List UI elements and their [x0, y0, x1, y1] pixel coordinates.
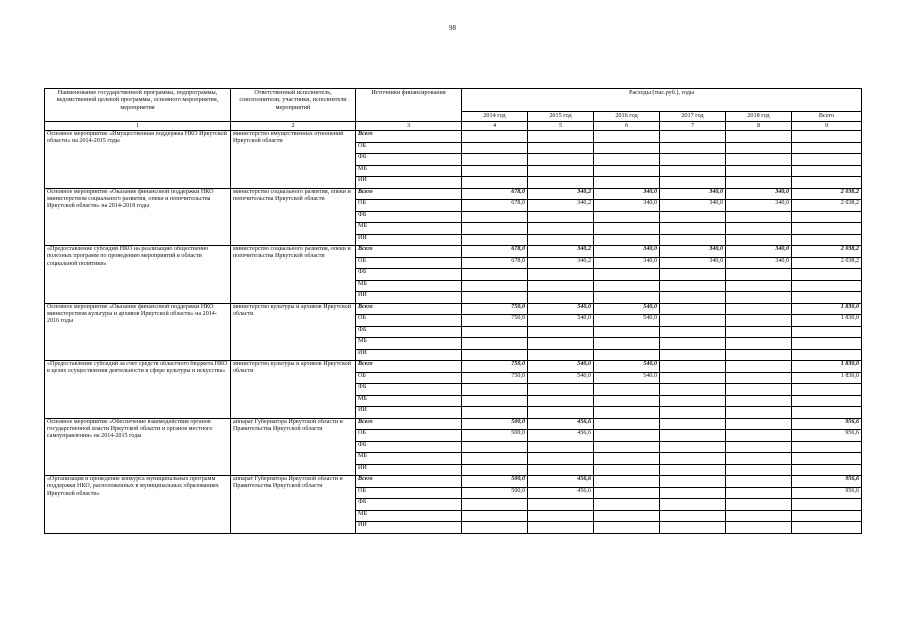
amount-cell: 1 830,0 — [792, 361, 862, 373]
amount-cell — [726, 165, 792, 177]
funding-source-cell: Всего — [356, 303, 462, 315]
amount-cell — [462, 280, 528, 292]
amount-cell — [660, 338, 726, 350]
amount-cell — [792, 384, 862, 396]
page-number: 98 — [449, 24, 456, 32]
amount-cell — [660, 326, 726, 338]
amount-cell — [594, 476, 660, 488]
amount-cell — [726, 142, 792, 154]
amount-cell — [792, 522, 862, 534]
responsible-cell: министерство культуры и архивов Иркутской области — [231, 303, 356, 361]
amount-cell — [462, 131, 528, 143]
amount-cell — [528, 211, 594, 223]
amount-cell: 750,0 — [462, 361, 528, 373]
amount-cell — [528, 464, 594, 476]
table-row — [45, 418, 862, 430]
amount-cell — [660, 510, 726, 522]
funding-source-cell: ОБ — [356, 142, 462, 154]
program-name-cell: Основное мероприятие «Оказание финансовой поддержки НКО министерством культуры и архивов Иркутской области» на 2014-2016 годы — [45, 303, 231, 361]
column-numbers-row — [45, 122, 862, 131]
amount-cell — [594, 384, 660, 396]
amount-cell — [462, 211, 528, 223]
amount-cell: 340,0 — [726, 200, 792, 212]
funding-source-cell: ИИ — [356, 407, 462, 419]
amount-cell — [462, 223, 528, 235]
funding-source-cell: ФБ — [356, 154, 462, 166]
amount-cell — [528, 280, 594, 292]
amount-cell — [726, 349, 792, 361]
amount-cell: 2 038,2 — [792, 257, 862, 269]
amount-cell — [792, 499, 862, 511]
program-name-cell: Основное мероприятие «Обеспечение взаимодействия органов государственной власти Иркутской области и органов местного самоуправления» на 2014-2015 годы — [45, 418, 231, 476]
program-name-cell: Основное мероприятие «Оказание финансовой поддержки НКО министерством социального развития, опеки и попечительства Иркутской области» на 2014-2018 годы — [45, 188, 231, 246]
amount-cell — [660, 234, 726, 246]
amount-cell — [660, 349, 726, 361]
amount-cell — [462, 464, 528, 476]
amount-cell — [528, 131, 594, 143]
responsible-cell: министерство имущественных отношений Иркутской области — [231, 131, 356, 189]
amount-cell — [726, 418, 792, 430]
amount-cell: 750,0 — [462, 315, 528, 327]
table-body — [45, 131, 862, 534]
funding-source-cell: Всего — [356, 246, 462, 258]
amount-cell — [660, 154, 726, 166]
amount-cell — [462, 338, 528, 350]
amount-cell — [462, 154, 528, 166]
funding-source-cell: ФБ — [356, 499, 462, 511]
amount-cell — [660, 269, 726, 281]
amount-cell: 340,0 — [660, 257, 726, 269]
amount-cell — [660, 499, 726, 511]
amount-cell: 1 830,0 — [792, 315, 862, 327]
funding-source-cell: ИИ — [356, 349, 462, 361]
amount-cell — [594, 510, 660, 522]
funding-source-cell: ОБ — [356, 487, 462, 499]
amount-cell — [462, 453, 528, 465]
amount-cell: 540,0 — [594, 361, 660, 373]
funding-source-cell: ИИ — [356, 522, 462, 534]
table-row — [45, 246, 862, 258]
amount-cell — [660, 165, 726, 177]
responsible-cell: аппарат Губернатора Иркутской области и Правительства Иркутской области — [231, 418, 356, 476]
amount-cell — [792, 407, 862, 419]
amount-cell — [726, 234, 792, 246]
amount-cell — [594, 395, 660, 407]
funding-source-cell: ОБ — [356, 200, 462, 212]
column-number: 9 — [792, 122, 862, 131]
amount-cell: 540,0 — [528, 361, 594, 373]
amount-cell: 750,0 — [462, 303, 528, 315]
amount-cell — [462, 269, 528, 281]
responsible-cell: министерство социального развития, опеки и попечительства Иркутской области — [231, 246, 356, 304]
amount-cell — [660, 280, 726, 292]
amount-cell — [462, 326, 528, 338]
amount-cell — [792, 165, 862, 177]
amount-cell — [792, 292, 862, 304]
amount-cell — [726, 522, 792, 534]
funding-source-cell: ФБ — [356, 211, 462, 223]
funding-source-cell: ФБ — [356, 441, 462, 453]
amount-cell: 340,2 — [528, 188, 594, 200]
funding-source-cell: ОБ — [356, 430, 462, 442]
table-header — [45, 89, 862, 131]
amount-cell: 500,0 — [462, 418, 528, 430]
amount-cell — [726, 338, 792, 350]
amount-cell — [462, 441, 528, 453]
amount-cell: 678,0 — [462, 200, 528, 212]
amount-cell — [528, 154, 594, 166]
amount-cell — [660, 453, 726, 465]
amount-cell — [726, 499, 792, 511]
amount-cell — [462, 499, 528, 511]
amount-cell — [594, 177, 660, 189]
amount-cell — [594, 234, 660, 246]
funding-source-cell: ОБ — [356, 315, 462, 327]
amount-cell — [792, 453, 862, 465]
amount-cell — [528, 522, 594, 534]
amount-cell — [726, 177, 792, 189]
column-number: 5 — [528, 122, 594, 131]
column-number: 7 — [660, 122, 726, 131]
amount-cell: 750,0 — [462, 372, 528, 384]
column-number: 6 — [594, 122, 660, 131]
amount-cell: 340,2 — [528, 200, 594, 212]
header-sources: Источники финансирования — [356, 89, 462, 122]
amount-cell — [792, 223, 862, 235]
funding-source-cell: Всего — [356, 188, 462, 200]
amount-cell: 678,0 — [462, 188, 528, 200]
funding-source-cell: МБ — [356, 280, 462, 292]
amount-cell — [528, 395, 594, 407]
amount-cell — [726, 384, 792, 396]
amount-cell — [792, 154, 862, 166]
program-name-cell: «Предоставление субсидий за счет средств областного бюджета НКО в целях осуществления деятельности в сфере культуры и искусства» — [45, 361, 231, 419]
amount-cell — [462, 142, 528, 154]
amount-cell: 540,0 — [594, 303, 660, 315]
amount-cell: 340,0 — [594, 246, 660, 258]
amount-cell — [726, 315, 792, 327]
amount-cell — [792, 131, 862, 143]
amount-cell — [594, 522, 660, 534]
amount-cell — [660, 131, 726, 143]
funding-source-cell: ИИ — [356, 177, 462, 189]
amount-cell — [726, 303, 792, 315]
funding-source-cell: ИИ — [356, 292, 462, 304]
column-number: 8 — [726, 122, 792, 131]
budget-table — [44, 88, 862, 534]
amount-cell: 540,0 — [528, 315, 594, 327]
amount-cell — [660, 372, 726, 384]
table-row — [45, 476, 862, 488]
funding-source-cell: Всего — [356, 361, 462, 373]
amount-cell: 540,0 — [528, 372, 594, 384]
amount-cell — [594, 441, 660, 453]
amount-cell — [792, 338, 862, 350]
funding-source-cell: Всего — [356, 476, 462, 488]
amount-cell — [660, 430, 726, 442]
header-responsible: Ответственный исполнитель, соисполнители, участники, исполнители мероприятий — [231, 89, 356, 122]
amount-cell: 500,0 — [462, 476, 528, 488]
responsible-cell: аппарат Губернатора Иркутской области и Правительства Иркутской области — [231, 476, 356, 534]
funding-source-cell: Всего — [356, 418, 462, 430]
program-name-cell: «Организация и проведение конкурса муниципальных программ поддержки НКО, расположенных в муниципальных образованиях Иркутской области» — [45, 476, 231, 534]
amount-cell: 1 830,0 — [792, 372, 862, 384]
amount-cell — [726, 430, 792, 442]
amount-cell — [528, 510, 594, 522]
amount-cell — [594, 280, 660, 292]
amount-cell — [594, 154, 660, 166]
amount-cell: 956,6 — [792, 418, 862, 430]
amount-cell — [726, 476, 792, 488]
amount-cell — [660, 315, 726, 327]
amount-cell: 340,0 — [660, 188, 726, 200]
amount-cell — [726, 154, 792, 166]
funding-source-cell: ОБ — [356, 372, 462, 384]
amount-cell — [792, 280, 862, 292]
amount-cell — [594, 211, 660, 223]
amount-cell — [792, 441, 862, 453]
funding-source-cell: МБ — [356, 338, 462, 350]
amount-cell — [792, 464, 862, 476]
amount-cell — [726, 441, 792, 453]
table-row — [45, 361, 862, 373]
funding-source-cell: ИИ — [356, 464, 462, 476]
amount-cell — [528, 223, 594, 235]
amount-cell — [528, 142, 594, 154]
amount-cell: 956,6 — [792, 476, 862, 488]
amount-cell — [462, 349, 528, 361]
header-year-2017: 2017 год — [660, 112, 726, 122]
amount-cell: 678,0 — [462, 246, 528, 258]
table-row — [45, 131, 862, 143]
amount-cell: 456,6 — [528, 430, 594, 442]
amount-cell — [528, 349, 594, 361]
amount-cell — [726, 487, 792, 499]
amount-cell: 340,0 — [726, 246, 792, 258]
amount-cell — [594, 326, 660, 338]
amount-cell — [462, 165, 528, 177]
header-name: Наименование государственной программы, подпрограммы, ведомственной целевой программы, основного мероприятия, мероприятия — [45, 89, 231, 122]
amount-cell — [792, 395, 862, 407]
amount-cell — [594, 349, 660, 361]
amount-cell: 340,0 — [660, 200, 726, 212]
amount-cell — [660, 522, 726, 534]
amount-cell — [660, 418, 726, 430]
amount-cell — [462, 522, 528, 534]
amount-cell: 956,6 — [792, 487, 862, 499]
header-total: Всего — [792, 112, 862, 122]
amount-cell — [660, 142, 726, 154]
amount-cell — [462, 407, 528, 419]
amount-cell: 2 038,2 — [792, 188, 862, 200]
amount-cell: 540,0 — [594, 315, 660, 327]
amount-cell: 340,2 — [528, 257, 594, 269]
column-number: 4 — [462, 122, 528, 131]
amount-cell: 340,0 — [594, 188, 660, 200]
amount-cell — [792, 177, 862, 189]
table-row — [45, 303, 862, 315]
amount-cell — [528, 453, 594, 465]
amount-cell — [660, 464, 726, 476]
amount-cell — [594, 131, 660, 143]
amount-cell — [726, 361, 792, 373]
amount-cell — [660, 177, 726, 189]
amount-cell — [660, 407, 726, 419]
amount-cell — [726, 326, 792, 338]
amount-cell — [726, 211, 792, 223]
amount-cell: 456,6 — [528, 476, 594, 488]
amount-cell — [660, 487, 726, 499]
amount-cell — [726, 269, 792, 281]
amount-cell — [792, 326, 862, 338]
amount-cell — [594, 430, 660, 442]
amount-cell: 2 038,2 — [792, 246, 862, 258]
amount-cell — [726, 510, 792, 522]
amount-cell — [726, 395, 792, 407]
funding-source-cell: МБ — [356, 223, 462, 235]
responsible-cell: министерство социального развития, опеки и попечительства Иркутской области — [231, 188, 356, 246]
header-year-2014: 2014 год — [462, 112, 528, 122]
amount-cell — [528, 234, 594, 246]
amount-cell: 678,0 — [462, 257, 528, 269]
amount-cell — [726, 453, 792, 465]
amount-cell — [660, 292, 726, 304]
amount-cell — [462, 234, 528, 246]
amount-cell — [726, 223, 792, 235]
amount-cell: 340,0 — [726, 257, 792, 269]
amount-cell — [660, 361, 726, 373]
amount-cell — [594, 165, 660, 177]
amount-cell: 340,2 — [528, 246, 594, 258]
amount-cell — [594, 499, 660, 511]
amount-cell: 500,0 — [462, 487, 528, 499]
amount-cell — [462, 177, 528, 189]
amount-cell — [726, 292, 792, 304]
amount-cell — [594, 453, 660, 465]
funding-source-cell: МБ — [356, 453, 462, 465]
amount-cell: 2 038,2 — [792, 200, 862, 212]
amount-cell — [462, 395, 528, 407]
amount-cell — [528, 384, 594, 396]
amount-cell — [594, 292, 660, 304]
amount-cell — [528, 269, 594, 281]
amount-cell: 340,0 — [594, 200, 660, 212]
amount-cell — [726, 464, 792, 476]
amount-cell — [528, 292, 594, 304]
amount-cell — [528, 499, 594, 511]
amount-cell: 956,6 — [792, 430, 862, 442]
header-expenses: Расходы (тыс.руб.), годы — [462, 89, 862, 112]
amount-cell — [594, 418, 660, 430]
amount-cell — [726, 372, 792, 384]
amount-cell — [528, 407, 594, 419]
amount-cell — [462, 510, 528, 522]
column-number: 1 — [45, 122, 231, 131]
amount-cell — [594, 223, 660, 235]
amount-cell — [660, 211, 726, 223]
funding-source-cell: МБ — [356, 165, 462, 177]
amount-cell — [594, 487, 660, 499]
column-number: 3 — [356, 122, 462, 131]
amount-cell: 1 830,0 — [792, 303, 862, 315]
amount-cell — [660, 395, 726, 407]
amount-cell: 500,0 — [462, 430, 528, 442]
amount-cell — [726, 131, 792, 143]
amount-cell — [594, 338, 660, 350]
amount-cell — [660, 441, 726, 453]
amount-cell — [528, 338, 594, 350]
funding-source-cell: МБ — [356, 510, 462, 522]
header-year-2016: 2016 год — [594, 112, 660, 122]
amount-cell: 340,0 — [660, 246, 726, 258]
header-year-2018: 2018 год — [726, 112, 792, 122]
amount-cell — [726, 407, 792, 419]
amount-cell: 540,0 — [528, 303, 594, 315]
amount-cell: 540,0 — [594, 372, 660, 384]
amount-cell — [792, 349, 862, 361]
amount-cell: 340,0 — [726, 188, 792, 200]
amount-cell — [792, 269, 862, 281]
amount-cell — [792, 142, 862, 154]
amount-cell — [660, 476, 726, 488]
program-name-cell: Основное мероприятие «Имущественная поддержка НКО Иркутской области» на 2014-2015 годы — [45, 131, 231, 189]
amount-cell: 456,6 — [528, 487, 594, 499]
amount-cell — [594, 142, 660, 154]
amount-cell — [528, 165, 594, 177]
funding-source-cell: ФБ — [356, 269, 462, 281]
amount-cell — [594, 269, 660, 281]
funding-source-cell: Всего — [356, 131, 462, 143]
amount-cell — [462, 292, 528, 304]
amount-cell: 340,0 — [594, 257, 660, 269]
program-name-cell: «Предоставление субсидий НКО на реализацию общественно полезных программ по проведению мероприятий в области социальной политики» — [45, 246, 231, 304]
funding-source-cell: ОБ — [356, 257, 462, 269]
amount-cell — [462, 384, 528, 396]
table-row — [45, 188, 862, 200]
amount-cell — [792, 211, 862, 223]
amount-cell — [528, 441, 594, 453]
amount-cell: 456,6 — [528, 418, 594, 430]
funding-source-cell: МБ — [356, 395, 462, 407]
amount-cell — [528, 177, 594, 189]
responsible-cell: министерство культуры и архивов Иркутской области — [231, 361, 356, 419]
funding-source-cell: ФБ — [356, 384, 462, 396]
amount-cell — [594, 407, 660, 419]
amount-cell — [792, 510, 862, 522]
amount-cell — [660, 303, 726, 315]
funding-source-cell: ФБ — [356, 326, 462, 338]
amount-cell — [660, 384, 726, 396]
column-number: 2 — [231, 122, 356, 131]
funding-source-cell: ИИ — [356, 234, 462, 246]
amount-cell — [726, 280, 792, 292]
amount-cell — [660, 223, 726, 235]
amount-cell — [594, 464, 660, 476]
amount-cell — [528, 326, 594, 338]
amount-cell — [792, 234, 862, 246]
header-year-2015: 2015 год — [528, 112, 594, 122]
